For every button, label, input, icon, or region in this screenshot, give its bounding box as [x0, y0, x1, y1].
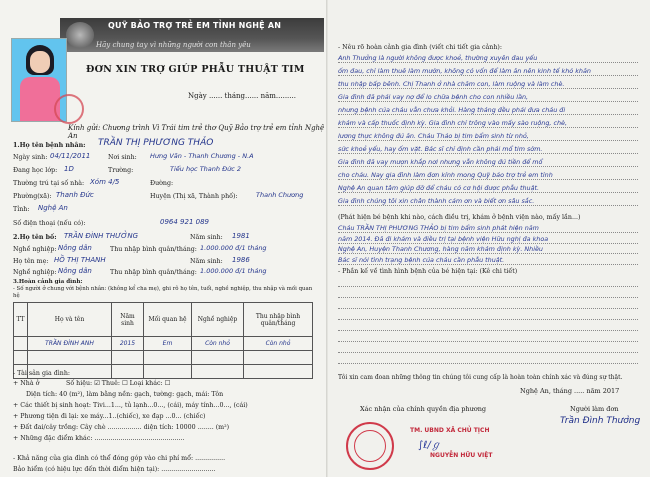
address-value: Xóm 4/5	[90, 178, 120, 186]
father-income: 1.000.000 đ/1 tháng	[200, 244, 267, 252]
handwritten-line: Bác sĩ nói tình trạng bệnh của cháu cần phẫu thuật.	[338, 255, 505, 264]
ward-value: Thanh Đức	[56, 191, 94, 199]
photo-stamp-icon	[54, 94, 84, 124]
house-label: + Nhà ở	[13, 380, 40, 387]
current-label: - Phần kế về tình hình bệnh của bé hiện tại: (Kê chi tiết)	[338, 268, 518, 275]
street-label: Đường:	[150, 180, 174, 187]
ruled-line	[338, 319, 638, 320]
ward-label: Phường(xã):	[13, 193, 52, 200]
handwritten-line: Nghệ An, Huyện Thanh Chương, hàng năm khám định kỳ. Nhiều	[338, 245, 543, 253]
ruled-line	[338, 232, 638, 233]
mother-year: 1986	[232, 256, 250, 264]
banner-title: QUỸ BẢO TRỢ TRẺ EM TỈNH NGHỆ AN	[108, 21, 282, 30]
stamp-name: NGUYỄN HỮU VIỆT	[430, 452, 493, 459]
handwritten-line: lương thực không đủ ăn. Cháu Thảo bị tim bẩm sinh từ nhỏ,	[338, 132, 529, 140]
signed-date: Nghệ An, tháng ..... năm 2017	[520, 387, 620, 395]
mother-income-label: Thu nhập bình quân/tháng:	[110, 269, 197, 276]
th-relation: Mối quan hệ	[144, 303, 192, 337]
addressee: Kính gửi: Chương trình Vì Trái tim trẻ thơ Quỹ Bảo trợ trẻ em tỉnh Nghệ An	[68, 124, 325, 140]
phone-value: 0964 921 089	[160, 218, 209, 226]
ruled-line	[338, 140, 638, 141]
photo-shirt	[20, 77, 60, 122]
ruled-line	[338, 127, 638, 128]
table-row	[14, 351, 313, 365]
ruled-line	[338, 114, 638, 115]
mother-name: HỒ THỊ THANH	[54, 256, 106, 264]
row-relation: Em	[144, 337, 192, 351]
diagnosis-label: (Phát hiện bé bệnh khi nào, cách điều trị, khám ở bệnh viện nào, mấy lần...)	[338, 214, 581, 221]
other-line: + Những đặc điểm khác: .............................................	[13, 435, 185, 442]
district-value: Thanh Chương	[256, 191, 304, 199]
ruled-line	[338, 101, 638, 102]
row-name	[28, 351, 112, 365]
handwritten-line: sức khoẻ yếu, hay ốm vặt. Bác sĩ chỉ định cần phải mổ tim sớm.	[338, 145, 543, 153]
th-name: Họ và tên	[28, 303, 112, 337]
transport-line: + Phương tiện đi lại: xe máy...1..(chiếc), xe đạp ...0... (chiếc)	[13, 413, 206, 420]
th-job: Nghề nghiệp	[192, 303, 244, 337]
row-job	[192, 351, 244, 365]
father-job-label: Nghề nghiệp:	[13, 246, 57, 253]
area-line: Diện tích: 40 (m²), làm bằng nền: gạch, tường: gạch, mái: Tôn	[26, 391, 224, 398]
school-value: Tiểu học Thanh Đức 2	[170, 165, 242, 173]
row-job	[192, 365, 244, 379]
birthplace-label: Nơi sinh:	[108, 154, 137, 161]
father-year-label: Năm sinh:	[190, 234, 223, 241]
ruled-line	[338, 75, 638, 76]
applicant-signature: Trần Đình Thưởng	[560, 416, 641, 426]
row-job: Còn nhỏ	[192, 337, 244, 351]
address-label: Thường trú tại số nhà:	[13, 180, 85, 187]
handwritten-line: nhưng bệnh của cháu vẫn chưa khỏi. Hàng tháng đều phải đưa cháu đi	[338, 106, 566, 114]
ruled-line	[338, 179, 638, 180]
ruled-line	[338, 153, 638, 154]
local-confirm-label: Xác nhận của chính quyền địa phương	[360, 405, 487, 413]
equipment-line: + Các thiết bị sinh hoạt: Tivi...1..., tủ lạnh...0..., (cái), máy tính...0..., (cái)	[13, 402, 248, 409]
row-income: Còn nhỏ	[244, 337, 313, 351]
ruled-line	[338, 243, 638, 244]
mother-income: 1.000.000 đ/1 tháng	[200, 267, 267, 275]
phone-label: Số điện thoại (nếu có):	[13, 220, 86, 227]
dob-label: Ngày sinh:	[13, 154, 48, 161]
stamp-title: TM. UBND XÃ CHỦ TỊCH	[410, 427, 490, 434]
handwritten-line: cho cháu. Nay gia đình làm đơn kính mong Quỹ bảo trợ trẻ em tỉnh	[338, 171, 553, 179]
handwritten-line: Anh Thưởng là người không được khoẻ, thường xuyên đau yếu	[338, 54, 538, 62]
row-tt	[14, 351, 28, 365]
father-job: Nông dân	[58, 244, 92, 252]
ruled-line	[338, 330, 638, 331]
mother-year-label: Năm sinh:	[190, 258, 223, 265]
handwritten-line: khám và cấp thuốc định kỳ. Gia đình chỉ trông vào mấy sào ruộng, chè,	[338, 119, 567, 127]
ruled-line	[338, 88, 638, 89]
assets-heading: - Tài sản gia đình:	[13, 370, 71, 377]
handwritten-line: Gia đình đã phải vay nợ để lo chữa bệnh cho con nhiều lần,	[338, 93, 529, 101]
province-value: Nghệ An	[38, 204, 68, 212]
photo-face	[30, 51, 50, 73]
th-tt: TT	[14, 303, 28, 337]
province-label: Tỉnh:	[13, 206, 30, 213]
row-year	[112, 365, 144, 379]
fund-banner	[60, 18, 324, 52]
ruled-line	[338, 253, 638, 254]
school-label: Trường:	[108, 167, 134, 174]
ruled-line	[338, 308, 638, 309]
father-year: 1981	[232, 232, 250, 240]
banner-subtitle: Hãy chung tay vì những người con thân yêu	[96, 41, 251, 49]
handwritten-line: thu nhập bấp bênh. Chị Thanh ở nhà chăm con, làm ruộng và làm chè.	[338, 80, 565, 88]
family-instruction: - Số người ở chung với bệnh nhân: (không kể cha mẹ), ghi rõ họ tên, tuổi, nghề nghiệp, thu nhập và mối quan hệ	[13, 286, 313, 299]
row-year	[112, 351, 144, 365]
class-value: 1D	[64, 165, 74, 173]
row-tt	[14, 337, 28, 351]
family-heading: 3.Hoàn cảnh gia đình:	[13, 279, 83, 285]
handwritten-line: năm 2014. Đã đi khám và điều trị tại bệnh viện Hữu nghị đa khoa	[338, 234, 549, 243]
class-label: Đang học lớp:	[13, 167, 58, 174]
father-name: TRẦN ĐÌNH THƯỞNG	[64, 232, 139, 240]
fund-logo-icon	[66, 22, 94, 48]
ruled-line	[338, 297, 638, 298]
family-table	[13, 302, 313, 379]
handwritten-line: Gia đình chúng tôi xin chân thành cảm ơn và biết ơn sâu sắc.	[338, 197, 535, 205]
situation-label: - Nêu rõ hoàn cảnh gia đình (viết chi tiết gia cảnh):	[338, 44, 502, 51]
patient-name-label: 1.Họ tên bệnh nhân:	[13, 142, 86, 149]
handwritten-line: ốm đau, chỉ làm thuê làm mướn, không có vốn để làm ăn nên kinh tế khó khăn	[338, 67, 591, 75]
commitment: Tôi xin cam đoan những thông tin chúng tôi cung cấp là hoàn toàn chính xác và đúng sự thật.	[338, 374, 623, 381]
chairman-signature-icon: ∫ℓ∕ℊ	[418, 440, 441, 451]
ruled-line	[338, 205, 638, 206]
handwritten-line: Gia đình đã vay mượn khắp nơi nhưng vẫn không đủ tiền để mổ	[338, 158, 543, 166]
father-label: 2.Họ tên bố:	[13, 234, 57, 241]
row-year: 2015	[112, 337, 144, 351]
th-income: Thu nhập bình quân/tháng	[244, 303, 313, 337]
ruled-line	[338, 286, 638, 287]
insurance-line: Bảo hiểm (có hiệu lực đến thời điểm hiện tại): ...........................	[13, 466, 216, 473]
row-relation	[144, 365, 192, 379]
ability-line: - Khả năng của gia đình có thể đóng góp vào chi phí mổ: ...............	[13, 455, 226, 462]
seal-inner-icon	[354, 430, 386, 462]
mother-job-label: Nghề nghiệp:	[13, 269, 57, 276]
ruled-line	[338, 341, 638, 342]
form-date: Ngày ...... tháng...... năm.........	[188, 92, 296, 100]
ruled-line	[338, 192, 638, 193]
mother-label: Họ tên mẹ:	[13, 258, 49, 265]
row-income	[244, 365, 313, 379]
father-income-label: Thu nhập bình quân/tháng:	[110, 246, 197, 253]
ruled-line	[338, 166, 638, 167]
house-values: Số hiệu: ☑ Thuê: ☐ Loại khác: ☐	[66, 380, 171, 387]
patient-name: TRẦN THỊ PHƯƠNG THẢO	[98, 138, 214, 148]
ruled-line	[338, 62, 638, 63]
table-row	[14, 337, 313, 351]
row-name: TRẦN ĐÌNH ANH	[28, 337, 112, 351]
th-year: Năm sinh	[112, 303, 144, 337]
ruled-line	[338, 264, 638, 265]
mother-job: Nông dân	[58, 267, 92, 275]
birthplace-value: Hưng Văn - Thanh Chương - N.A	[150, 152, 254, 160]
row-relation	[144, 351, 192, 365]
district-label: Huyện (Thị xã, Thành phố):	[150, 193, 238, 200]
official-seal-icon	[346, 422, 394, 470]
form-title: ĐƠN XIN TRỢ GIÚP PHẪU THUẬT TIM	[86, 64, 305, 75]
ruled-line	[338, 363, 638, 364]
ruled-line	[338, 352, 638, 353]
applicant-label: Người làm đơn	[570, 405, 619, 413]
handwritten-line: Cháu TRẦN THỊ PHƯƠNG THẢO bị tim bẩm sinh phát hiện năm	[338, 224, 539, 232]
handwritten-line: Nghệ An quan tâm giúp đỡ để cháu có cơ hội được phẫu thuật.	[338, 184, 540, 192]
dob-value: 04/11/2011	[50, 152, 91, 160]
row-income	[244, 351, 313, 365]
land-line: + Đất đai/cây trồng: Cây chè ................. diện tích: 10000 ........ (m²)	[13, 424, 230, 431]
